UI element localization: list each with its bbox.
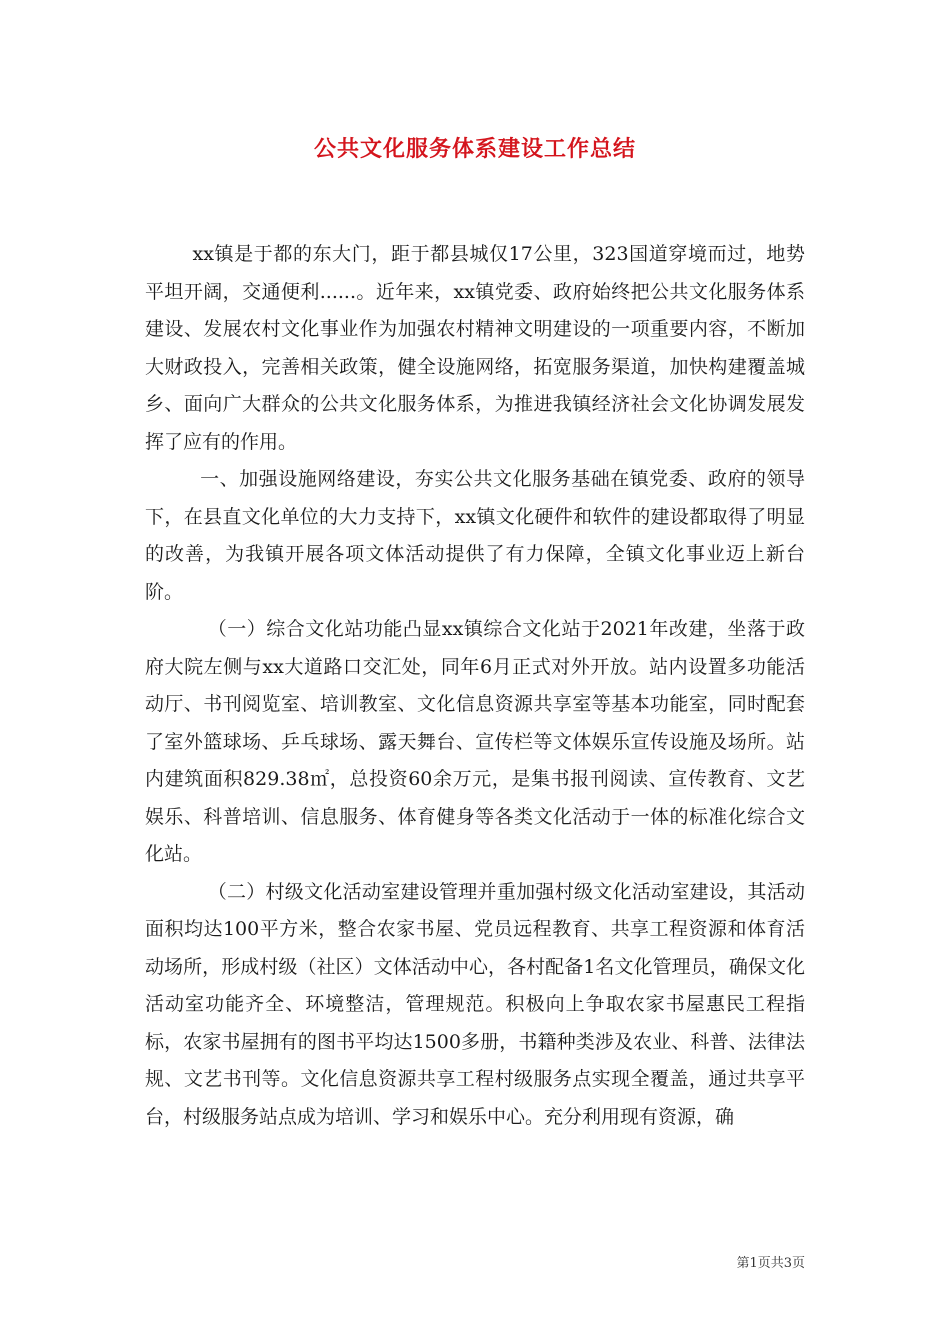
paragraph-intro: xx镇是于都的东大门，距于都县城仅17公里，323国道穿境而过，地势平坦开阔，交通便利......。近年来，xx镇党委、政府始终把公共文化服务体系建设、发展农村文化事业作为加强农村精神文明建设的一项重要内容，不断加大财政投入，完善相关政策，健全设施网络，拓宽服务渠道，加快构建覆盖城乡、面向广大群众的公共文化服务体系，为推进我镇经济社会文化协调发展发挥了应有的作用。 (145, 243, 805, 453)
paragraph-subsection-two: （二）村级文化活动室建设管理并重加强村级文化活动室建设，其活动面积均达100平方米，整合农家书屋、党员远程教育、共享工程资源和体育活动场所，形成村级（社区）文体活动中心，各村配备1名文化管理员，确保文化活动室功能齐全、环境整洁，管理规范。积极向上争取农家书屋惠民工程指标，农家书屋拥有的图书平均达1500多册，书籍种类涉及农业、科普、法律法规、文艺书刊等。文化信息资源共享工程村级服务点实现全覆盖，通过共享平台，村级服务站点成为培训、学习和娱乐中心。充分利用现有资源，确 (145, 880, 805, 1128)
page-number: 第1页共3页 (736, 1256, 805, 1271)
paragraph-subsection-one: （一）综合文化站功能凸显xx镇综合文化站于2021年改建，坐落于政府大院左侧与xx大道路口交汇处，同年6月正式对外开放。站内设置多功能活动厅、书刊阅览室、培训教室、文化信息资源共享室等基本功能室，同时配套了室外篮球场、乒乓球场、露天舞台、宣传栏等文体娱乐宣传设施及场所。站内建筑面积829.38㎡，总投资60余万元，是集书报刊阅读、宣传教育、文艺娱乐、科普培训、信息服务、体育健身等各类文化活动于一体的标准化综合文化站。 (145, 618, 805, 865)
document-body (145, 236, 805, 1136)
paragraph-section-one: 一、加强设施网络建设，夯实公共文化服务基础在镇党委、政府的领导下，在县直文化单位的大力支持下，xx镇文化硬件和软件的建设都取得了明显的改善，为我镇开展各项文体活动提供了有力保障，全镇文化事业迈上新台阶。 (145, 468, 805, 603)
document-title: 公共文化服务体系建设工作总结 (313, 136, 636, 162)
